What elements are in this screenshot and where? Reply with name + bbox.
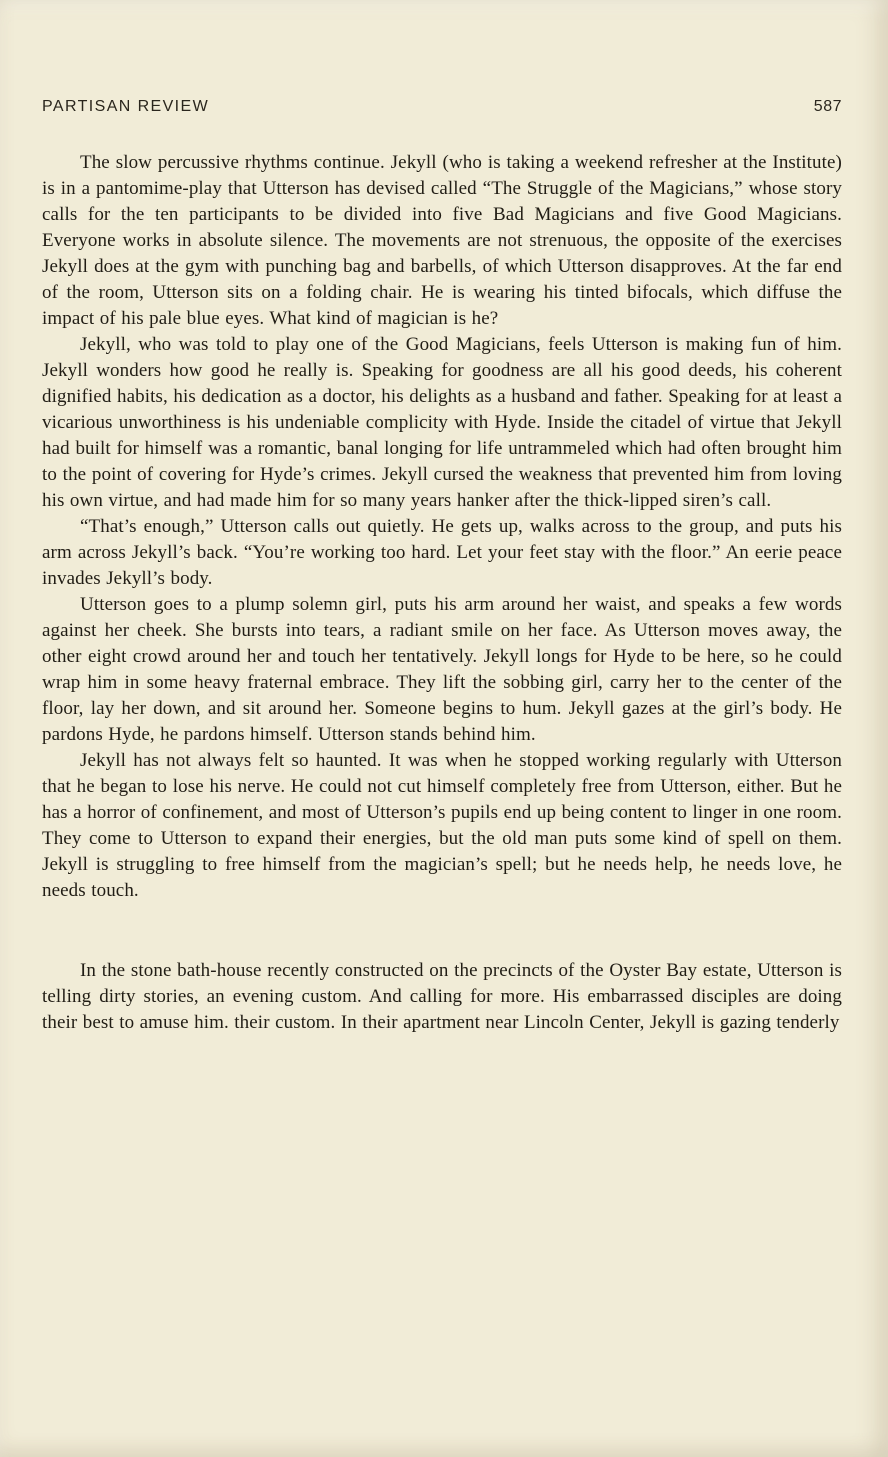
- body-paragraph: Utterson goes to a plump solemn girl, puts his arm around her waist, and speaks a few words against her cheek. She bursts into tears, a radiant smile on her face. As Utterson moves away, the other eight crowd around her and touch her tentatively. Jekyll longs for Hyde to be here, so he could wrap him in some heavy fraternal embrace. They lift the sobbing girl, carry her to the center of the floor, lay her down, and sit around her. Someone begins to hum. Jekyll gazes at the girl’s body. He pardons Hyde, he pardons himself. Utterson stands behind him.: [42, 594, 842, 745]
- text-section-2: [42, 958, 842, 1036]
- page-number: 587: [813, 98, 842, 115]
- journal-title: PARTISAN REVIEW: [42, 98, 210, 115]
- text-section-1: [42, 150, 842, 904]
- body-paragraph: The slow percussive rhythms continue. Jekyll (who is taking a weekend refresher at the Institute) is in a pantomime-play that Utterson has devised called “The Struggle of the Magicians,” whose story calls for the ten participants to be divided into five Bad Magicians and five Good Magicians. Everyone works in absolute silence. The movements are not strenuous, the opposite of the exercises Jekyll does at the gym with punching bag and barbells, of which Utterson disapproves. At the far end of the room, Utterson sits on a folding chair. He is wearing his tinted bifocals, which diffuse the impact of his pale blue eyes. What kind of magician is he?: [42, 152, 842, 329]
- body-paragraph: In the stone bath-house recently constructed on the precincts of the Oyster Bay estate, Utterson is telling dirty stories, an evening custom. And calling for more. His embarrassed disciples are doing their best to amuse him. their custom. In their apartment near Lincoln Center, Jekyll is gazing tenderly: [42, 960, 842, 1033]
- body-paragraph: Jekyll, who was told to play one of the Good Magicians, feels Utterson is making fun of him. Jekyll wonders how good he really is. Speaking for goodness are all his good deeds, his coherent dignified habits, his dedication as a doctor, his delights as a husband and father. Speaking for at least a vicarious unworthiness is his undeniable complicity with Hyde. Inside the citadel of virtue that Jekyll had built for himself was a romantic, banal longing for life untrammeled which had often brought him to the point of covering for Hyde’s crimes. Jekyll cursed the weakness that prevented him from loving his own virtue, and had made him for so many years hanker after the thick-lipped siren’s call.: [42, 334, 842, 511]
- page-header: [42, 98, 842, 116]
- page-body: [42, 150, 842, 1036]
- body-paragraph: “That’s enough,” Utterson calls out quietly. He gets up, walks across to the group, and puts his arm across Jekyll’s back. “You’re working too hard. Let your feet stay with the floor.” An eerie peace invades Jekyll’s body.: [42, 516, 842, 589]
- body-paragraph: Jekyll has not always felt so haunted. It was when he stopped working regularly with Utterson that he began to lose his nerve. He could not cut himself completely free from Utterson, either. But he has a horror of confinement, and most of Utterson’s pupils end up being content to linger in one room. They come to Utterson to expand their energies, but the old man puts some kind of spell on them. Jekyll is struggling to free himself from the magician’s spell; but he needs help, he needs love, he needs touch.: [42, 750, 842, 901]
